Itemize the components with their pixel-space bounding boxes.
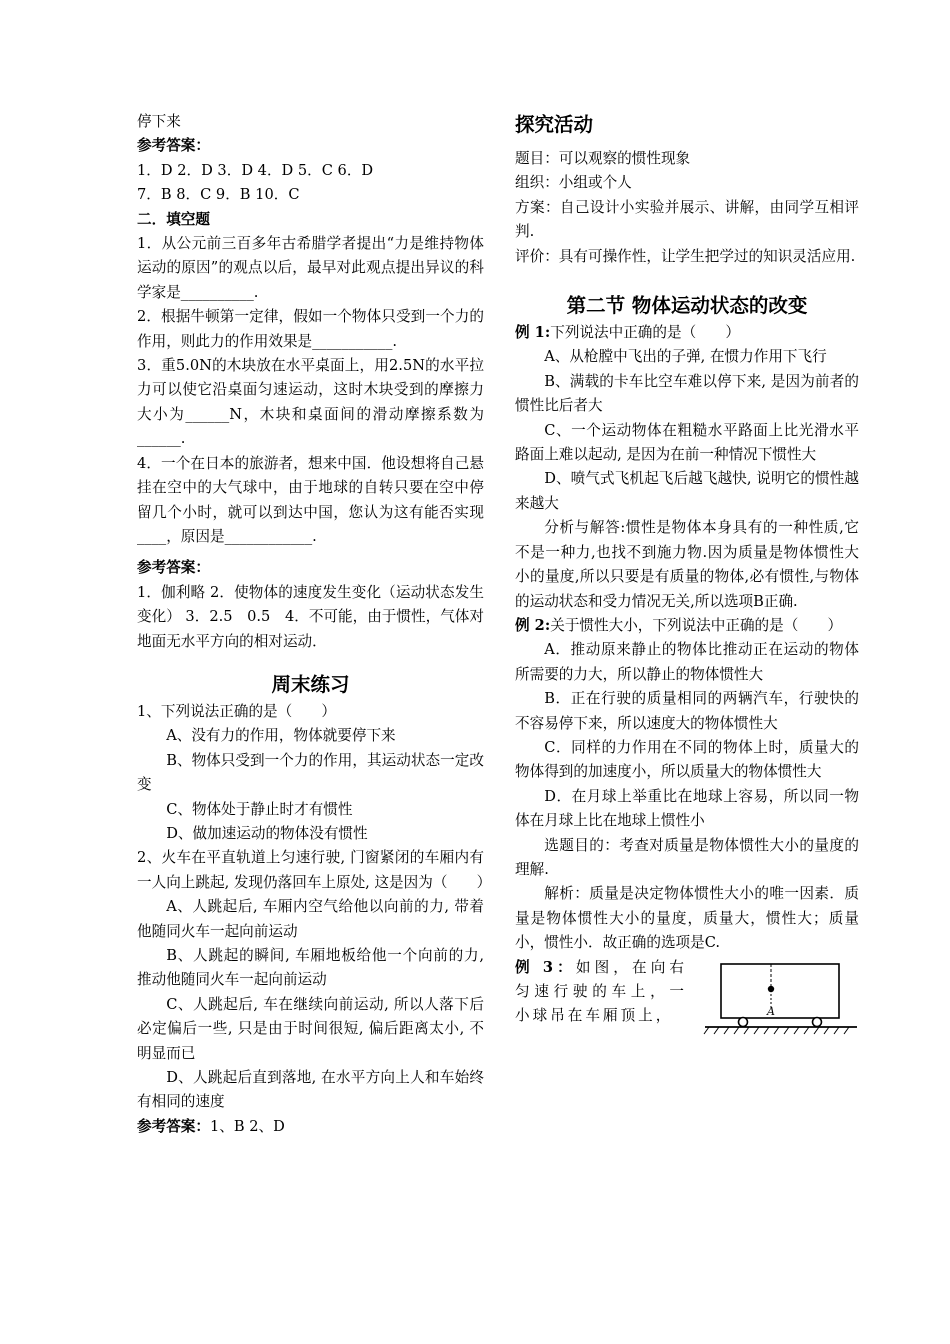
- option: A、没有力的作用，物体就要停下来: [166, 727, 396, 745]
- question: 2．根据牛顿第一定律，假如一个物体只受到一个力的作用，则此力的作用效果是___________.: [137, 308, 484, 350]
- answer-label: 参考答案：: [137, 559, 210, 577]
- option: D、人跳起后直到落地, 在水平方向上人和车始终有相同的速度: [137, 1069, 484, 1111]
- continued-text: 停下来: [137, 113, 181, 130]
- example-question: [515, 321, 859, 345]
- answer-line: [137, 1115, 484, 1139]
- answer-text: 1．伽利略 2．使物体的速度发生变化（运动状态发生变化） 3．2.5 0.5 4．不可能，由于惯性，气体对地面无水平方向的相对运动．: [137, 583, 484, 650]
- option: D、喷气式飞机起飞后越飞越快, 说明它的惯性越来越大: [515, 470, 859, 512]
- answer-line: 7．B 8．C 9．B 10．C: [137, 186, 300, 204]
- section-title: 第二节 物体运动状态的改变: [566, 294, 808, 318]
- example-question: [515, 956, 687, 1029]
- question: 1．从公元前三百多年古希腊学者提出“力是维持物体运动的原因”的观点以后，最早对此观点提出异议的科学家是__________.: [137, 235, 484, 301]
- solution: 分析与解答:惯性是物体本身具有的一种性质,它不是一种力,也找不到施力物.因为质量是物体惯性大小的量度,所以只要是有质量的物体,必有惯性,与物体的运动状态和受力情况无关,所以选项B正确.: [515, 519, 859, 610]
- activity-evaluation: 评价：具有可操作性，让学生把学过的知识灵活应用.: [515, 247, 856, 265]
- example-label: 例 2:: [515, 616, 551, 634]
- option: B、人跳起的瞬间, 车厢地板给他一个向前的力, 推动他随同火车一起向前运动: [137, 947, 484, 989]
- answer-label: 参考答案：: [137, 1117, 210, 1135]
- example-3: [515, 956, 859, 1029]
- option: C、一个运动物体在粗糙水平路面上比光滑水平路面上难以起动, 是因为在前一种情况下惯性大: [515, 421, 859, 464]
- option: B、满载的卡车比空车难以停下来, 是因为前者的惯性比后者大: [515, 372, 859, 415]
- weekend-title: 周末练习: [271, 672, 350, 696]
- point-label: A: [767, 1004, 775, 1018]
- left-wheel: [739, 1017, 748, 1026]
- car-body: [721, 964, 839, 1018]
- option: C、人跳起后, 车在继续向前运动, 所以人落下后必定偏后一些, 只是由于时间很短, 偏后距离太小, 不明显而已: [137, 995, 484, 1062]
- example-label: 例 3：: [515, 958, 576, 976]
- question: 2、火车在平直轨道上匀速行驶, 门窗紧闭的车厢内有一人向上跳起, 发现仍落回车上原处, 这是因为（ ）: [137, 849, 492, 891]
- ball: [768, 985, 774, 991]
- activity-plan: 方案：自己设计小实验并展示、讲解，由同学互相评判.: [515, 198, 859, 241]
- right-column: [515, 110, 859, 1029]
- example-text: 下列说法中正确的是（ ）: [550, 324, 740, 342]
- option: D、做加速运动的物体没有惯性: [166, 824, 368, 842]
- selection-purpose: 选题目的：考查对质量是物体惯性大小的量度的理解.: [515, 836, 859, 878]
- explore-title: 探究活动: [515, 113, 594, 136]
- activity-topic: 题目：可以观察的惯性现象: [515, 150, 691, 167]
- answer-line: 1．D 2．D 3．D 4．D 5．C 6．D: [137, 161, 374, 179]
- option: C．同样的力作用在不同的物体上时，质量大的物体得到的加速度小，所以质量大的物体惯性大: [515, 738, 859, 781]
- right-wheel: [813, 1017, 822, 1026]
- question: 1、下列说法正确的是（ ）: [137, 702, 337, 720]
- left-column: [137, 110, 492, 1139]
- answer-label: 参考答案：: [137, 137, 210, 155]
- option: A、从枪膛中飞出的子弹, 在惯力作用下飞行: [544, 348, 827, 366]
- option: B．正在行驶的质量相同的两辆汽车，行驶快的不容易停下来，所以速度大的物体惯性大: [515, 690, 859, 732]
- train-car-figure: [701, 960, 861, 1038]
- option: C、物体处于静止时才有惯性: [166, 800, 353, 818]
- option: A．推动原来静止的物体比推动正在运动的物体所需要的力大，所以静止的物体惯性大: [515, 641, 859, 683]
- section-heading: 二．填空题: [137, 210, 210, 228]
- ground-hatch: [704, 1027, 849, 1034]
- answer-text: 1、B 2、D: [209, 1117, 285, 1135]
- option: D．在月球上举重比在地球上容易，所以同一物体在月球上比在地球上惯性小: [515, 787, 859, 830]
- example-text: 关于惯性大小，下列说法中正确的是（ ）: [550, 616, 843, 634]
- question: 3．重5.0N的木块放在水平桌面上，用2.5N的水平拉力可以使它沿桌面匀速运动，这时木块受到的摩擦力大小为______N，木块和桌面间的滑动摩擦系数为______.: [137, 357, 484, 448]
- example-question: [515, 614, 859, 638]
- analysis: 解析：质量是决定物体惯性大小的唯一因素．质量是物体惯性大小的量度，质量大，惯性大；质量小，惯性小．故正确的选项是C.: [515, 885, 859, 952]
- option: B、物体只受到一个力的作用，其运动状态一定改变: [137, 751, 484, 794]
- activity-organization: 组织：小组或个人: [515, 174, 632, 192]
- example-label: 例 1:: [515, 324, 551, 342]
- question: 4．一个在日本的旅游者，想来中国．他设想将自己悬挂在空中的大气球中，由于地球的自转只要在空中停留几个小时，就可以到达中国，您认为这有能否实现____，原因是____________.: [137, 454, 484, 545]
- example-text: 如图，在向右匀速行驶的车上，一小球吊在车厢顶上，: [515, 958, 687, 1025]
- option: A、人跳起后, 车厢内空气给他以向前的力, 带着他随同火车一起向前运动: [137, 898, 484, 940]
